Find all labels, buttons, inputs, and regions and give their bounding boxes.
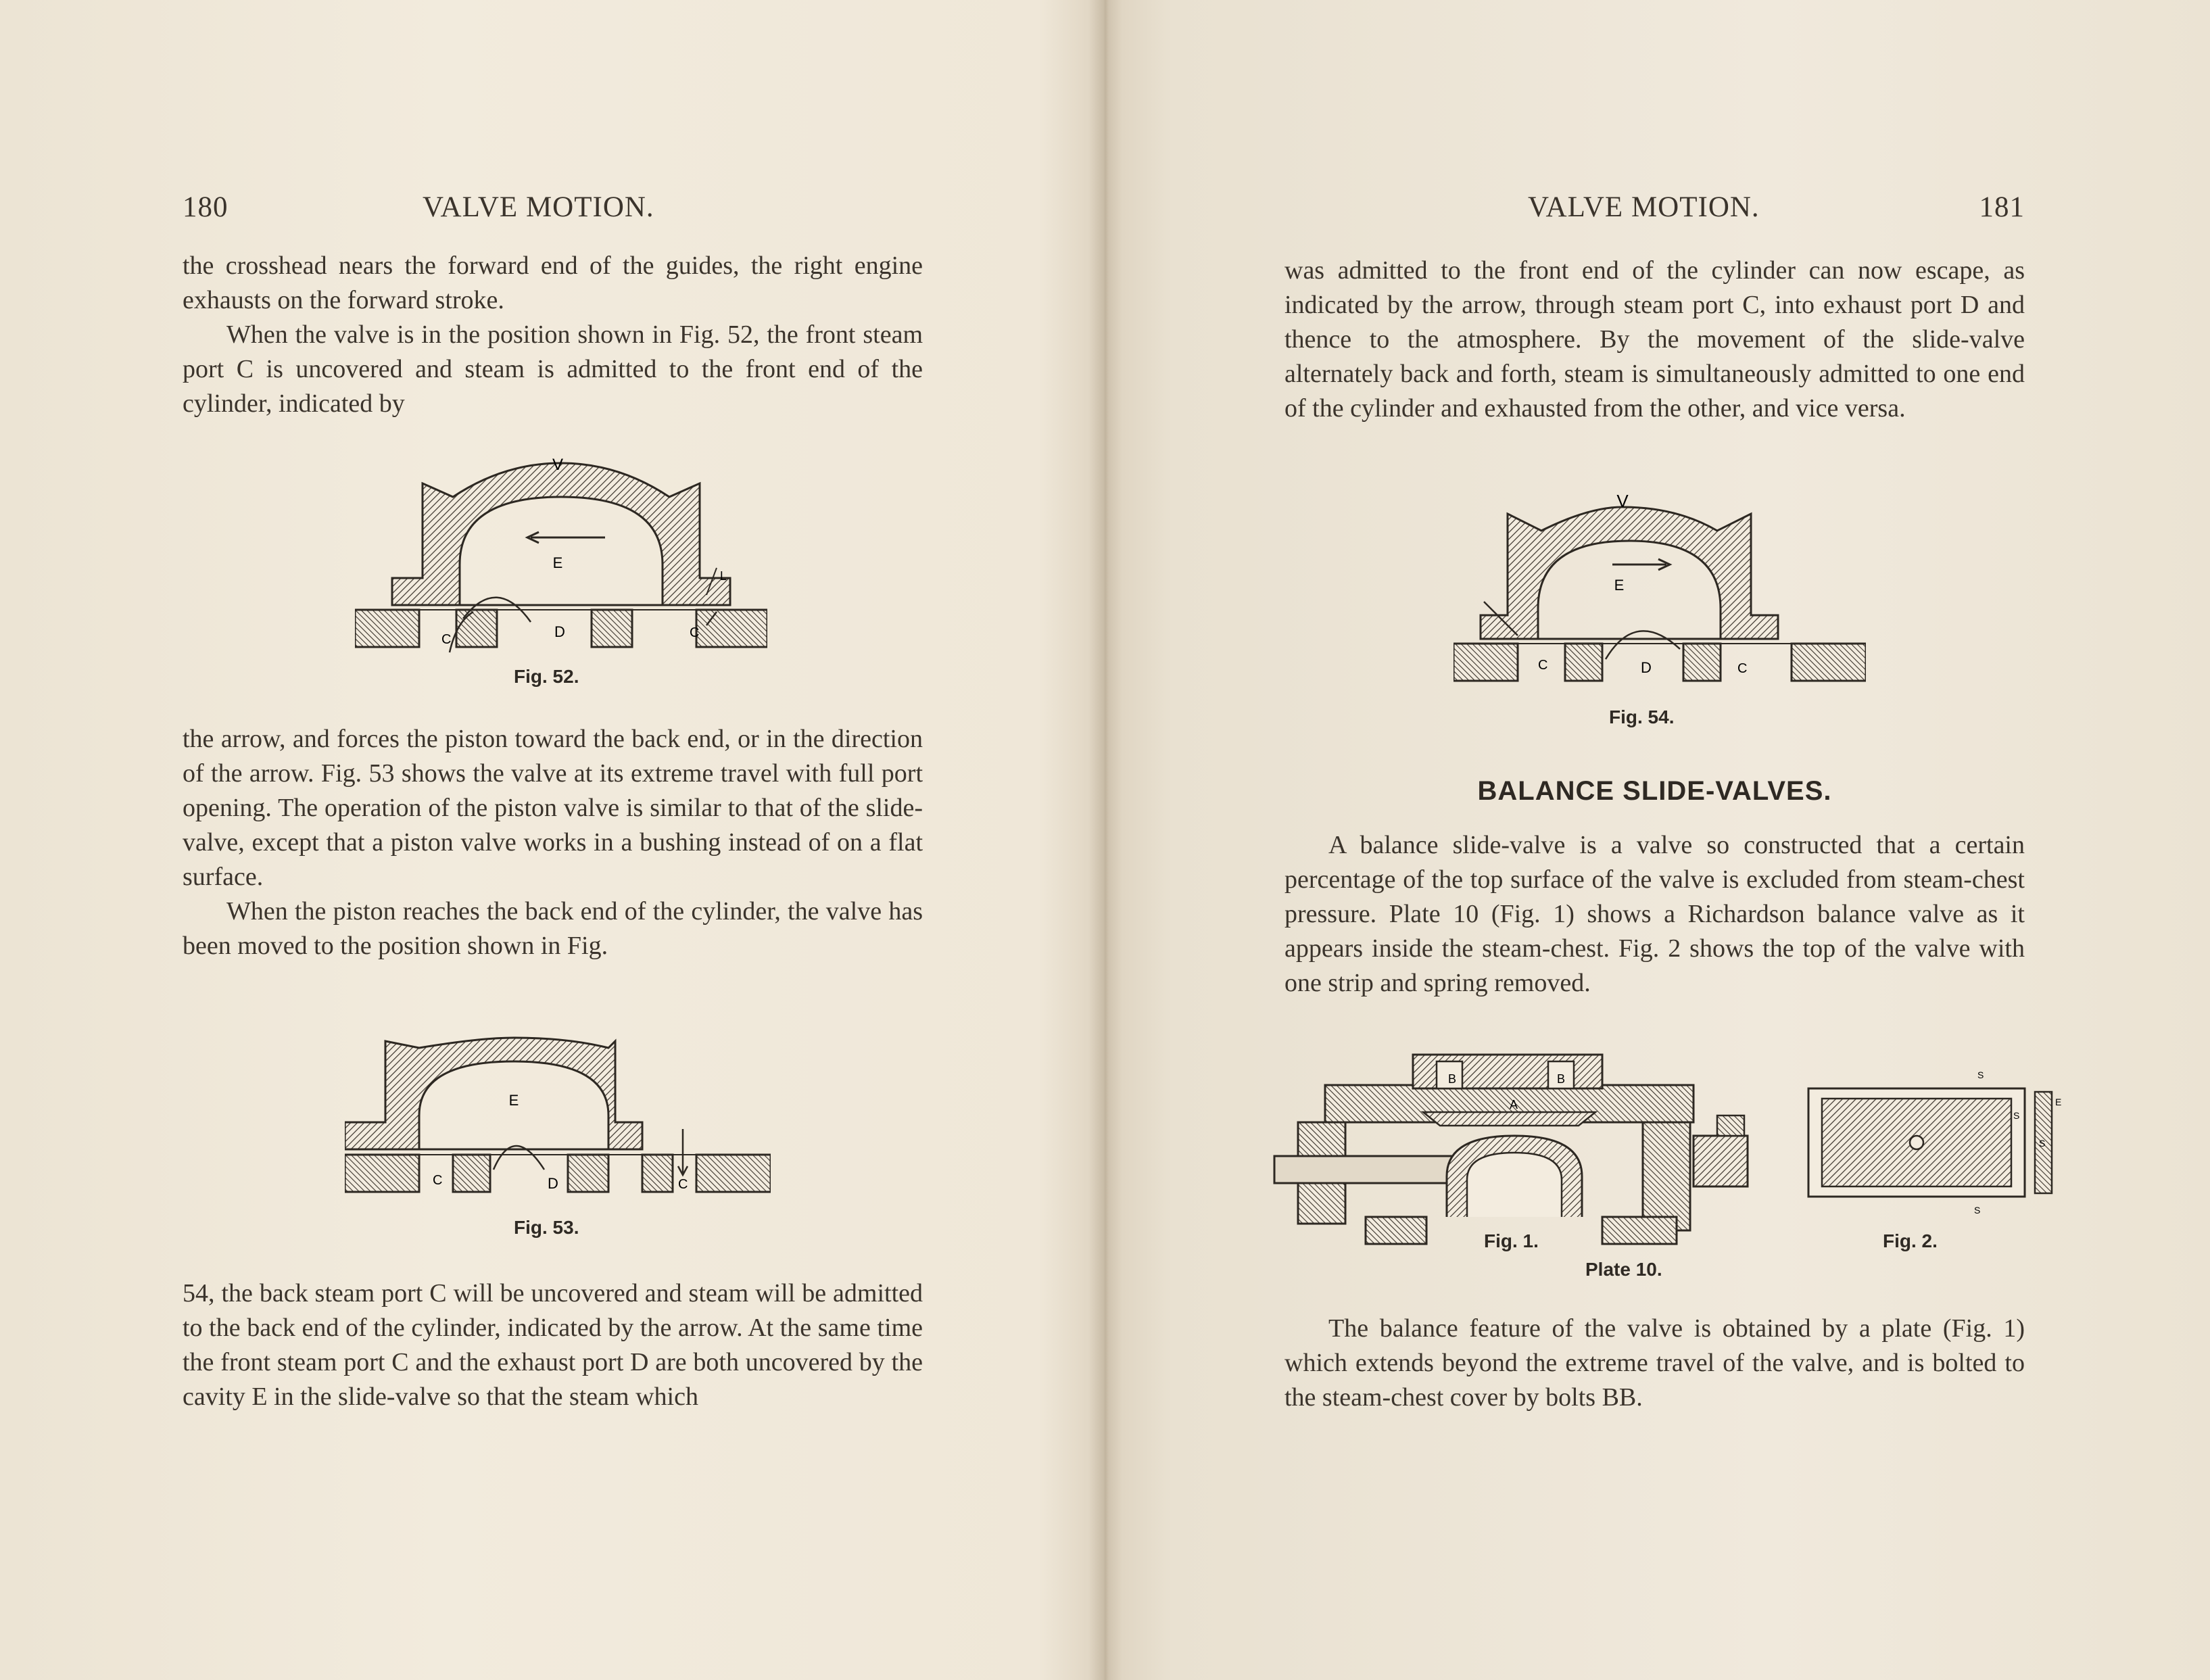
left-para-continued: the crosshead nears the forward end of the guides, the right engine exhausts on the forward stroke. <box>183 251 923 314</box>
label-c-right-54: C <box>1737 661 1748 676</box>
label-c-left-54: C <box>1538 658 1548 673</box>
page-number-left: 180 <box>183 191 229 223</box>
label-c-right-53: C <box>678 1177 688 1192</box>
label-a: A <box>1510 1098 1518 1111</box>
label-b-right: B <box>1557 1072 1566 1086</box>
label-e-52: E <box>552 554 563 571</box>
plate-10-fig-1-caption: Fig. 1. <box>1484 1230 1539 1251</box>
label-b-left: B <box>1448 1072 1457 1086</box>
label-c-right-52: C <box>690 625 700 640</box>
right-page <box>1284 0 2062 1680</box>
left-para-piston: the arrow, and forces the piston toward the back end, or in the direction of the arrow. Fig. 53 shows the valve at its extreme travel with full port opening. The operation of the piston valve is similar to that of the slide-valve, except that a piston valve works in a bushing instead of on a flat surface. <box>183 725 923 891</box>
left-paragraphs-1 <box>183 249 923 421</box>
label-s-side: S <box>2039 1138 2046 1149</box>
left-paragraphs-2 <box>183 722 923 963</box>
fig-54-diagram <box>1454 494 1866 690</box>
right-paragraphs-1 <box>1284 254 2025 426</box>
running-title-right: VALVE MOTION. <box>1528 191 1760 223</box>
label-c-left-52: C <box>441 632 452 647</box>
label-s-right: S <box>2013 1110 2020 1121</box>
section-heading: BALANCE SLIDE-VALVES. <box>1477 776 1832 806</box>
right-para-exhaust: was admitted to the front end of the cylinder can now escape, as indicated by the arrow, through steam port C, into exhaust port D and thence to the atmosphere. By the movement of the slide-valve alternately back and forth, steam is simultaneously admitted to one end of the cylinder and exhausted from the other, and vice versa. <box>1284 256 2025 423</box>
running-head-left <box>183 191 923 224</box>
label-e-54: E <box>1614 577 1625 594</box>
left-paragraphs-3 <box>183 1276 923 1414</box>
fig-54-caption: Fig. 54. <box>1609 706 1675 727</box>
label-s-top: S <box>1977 1070 1984 1080</box>
plate-10-fig-2 <box>1808 1070 2061 1216</box>
label-d-54: D <box>1641 659 1652 676</box>
right-paragraphs-3 <box>1284 1312 2025 1415</box>
fig-52-caption: Fig. 52. <box>514 666 579 687</box>
left-para-fig54-cont: 54, the back steam port C will be uncovered and steam will be admitted to the back end of the cylinder, indicated by the arrow. At the same time the front steam port C and the exhaust port D are both uncovered by the cavity E in the slide-valve so that the steam which <box>183 1279 923 1411</box>
label-c-left-53: C <box>433 1173 443 1188</box>
plate-10-fig-2-caption: Fig. 2. <box>1883 1230 1938 1251</box>
left-para-fig52-intro: When the valve is in the position shown in Fig. 52, the front steam port C is uncovered and steam is admitted to the front end of the cylinder, indicated by <box>183 320 923 418</box>
plate-10-caption: Plate 10. <box>1585 1259 1662 1280</box>
fig-53-diagram <box>345 1034 771 1203</box>
valve-body-54 <box>1481 507 1778 639</box>
label-v-52: V <box>552 456 564 474</box>
fig-53-caption: Fig. 53. <box>514 1217 579 1238</box>
label-l-52: L <box>720 569 727 583</box>
label-d-52: D <box>554 623 565 640</box>
plate-10-fig-1 <box>1274 1055 1748 1244</box>
right-para-balance-intro: A balance slide-valve is a valve so constructed that a certain percentage of the top surface of the valve is excluded from steam-chest pressure. Plate 10 (Fig. 1) shows a Richardson balance valve as it appears inside the steam-chest. Fig. 2 shows the top of the valve with one strip and spring removed. <box>1284 831 2025 997</box>
fig-52-diagram <box>355 450 767 666</box>
seat-blocks-54 <box>1454 644 1866 681</box>
running-head-right <box>1284 191 2025 224</box>
label-s-bottom: S <box>1974 1205 1981 1216</box>
left-page <box>183 0 923 1680</box>
label-e-53: E <box>508 1092 519 1109</box>
label-v-54: V <box>1616 494 1629 511</box>
valve-body-53 <box>345 1038 642 1149</box>
right-paragraphs-2 <box>1284 828 2025 1001</box>
flow-arc-54 <box>1606 631 1680 659</box>
left-para-back-end: When the piston reaches the back end of the cylinder, the valve has been moved to the position shown in Fig. <box>183 897 923 960</box>
page-number-right: 181 <box>1979 191 2025 223</box>
label-d-53: D <box>548 1175 558 1192</box>
right-para-balance-feature: The balance feature of the valve is obtained by a plate (Fig. 1) which extends beyond the extreme travel of the valve, and is bolted to the steam-chest cover by bolts BB. <box>1284 1314 2025 1412</box>
plate-10-diagram <box>1251 1034 2062 1285</box>
book-gutter <box>1088 0 1122 1680</box>
running-title-left: VALVE MOTION. <box>423 191 654 223</box>
label-e-plate: E <box>2055 1097 2062 1107</box>
